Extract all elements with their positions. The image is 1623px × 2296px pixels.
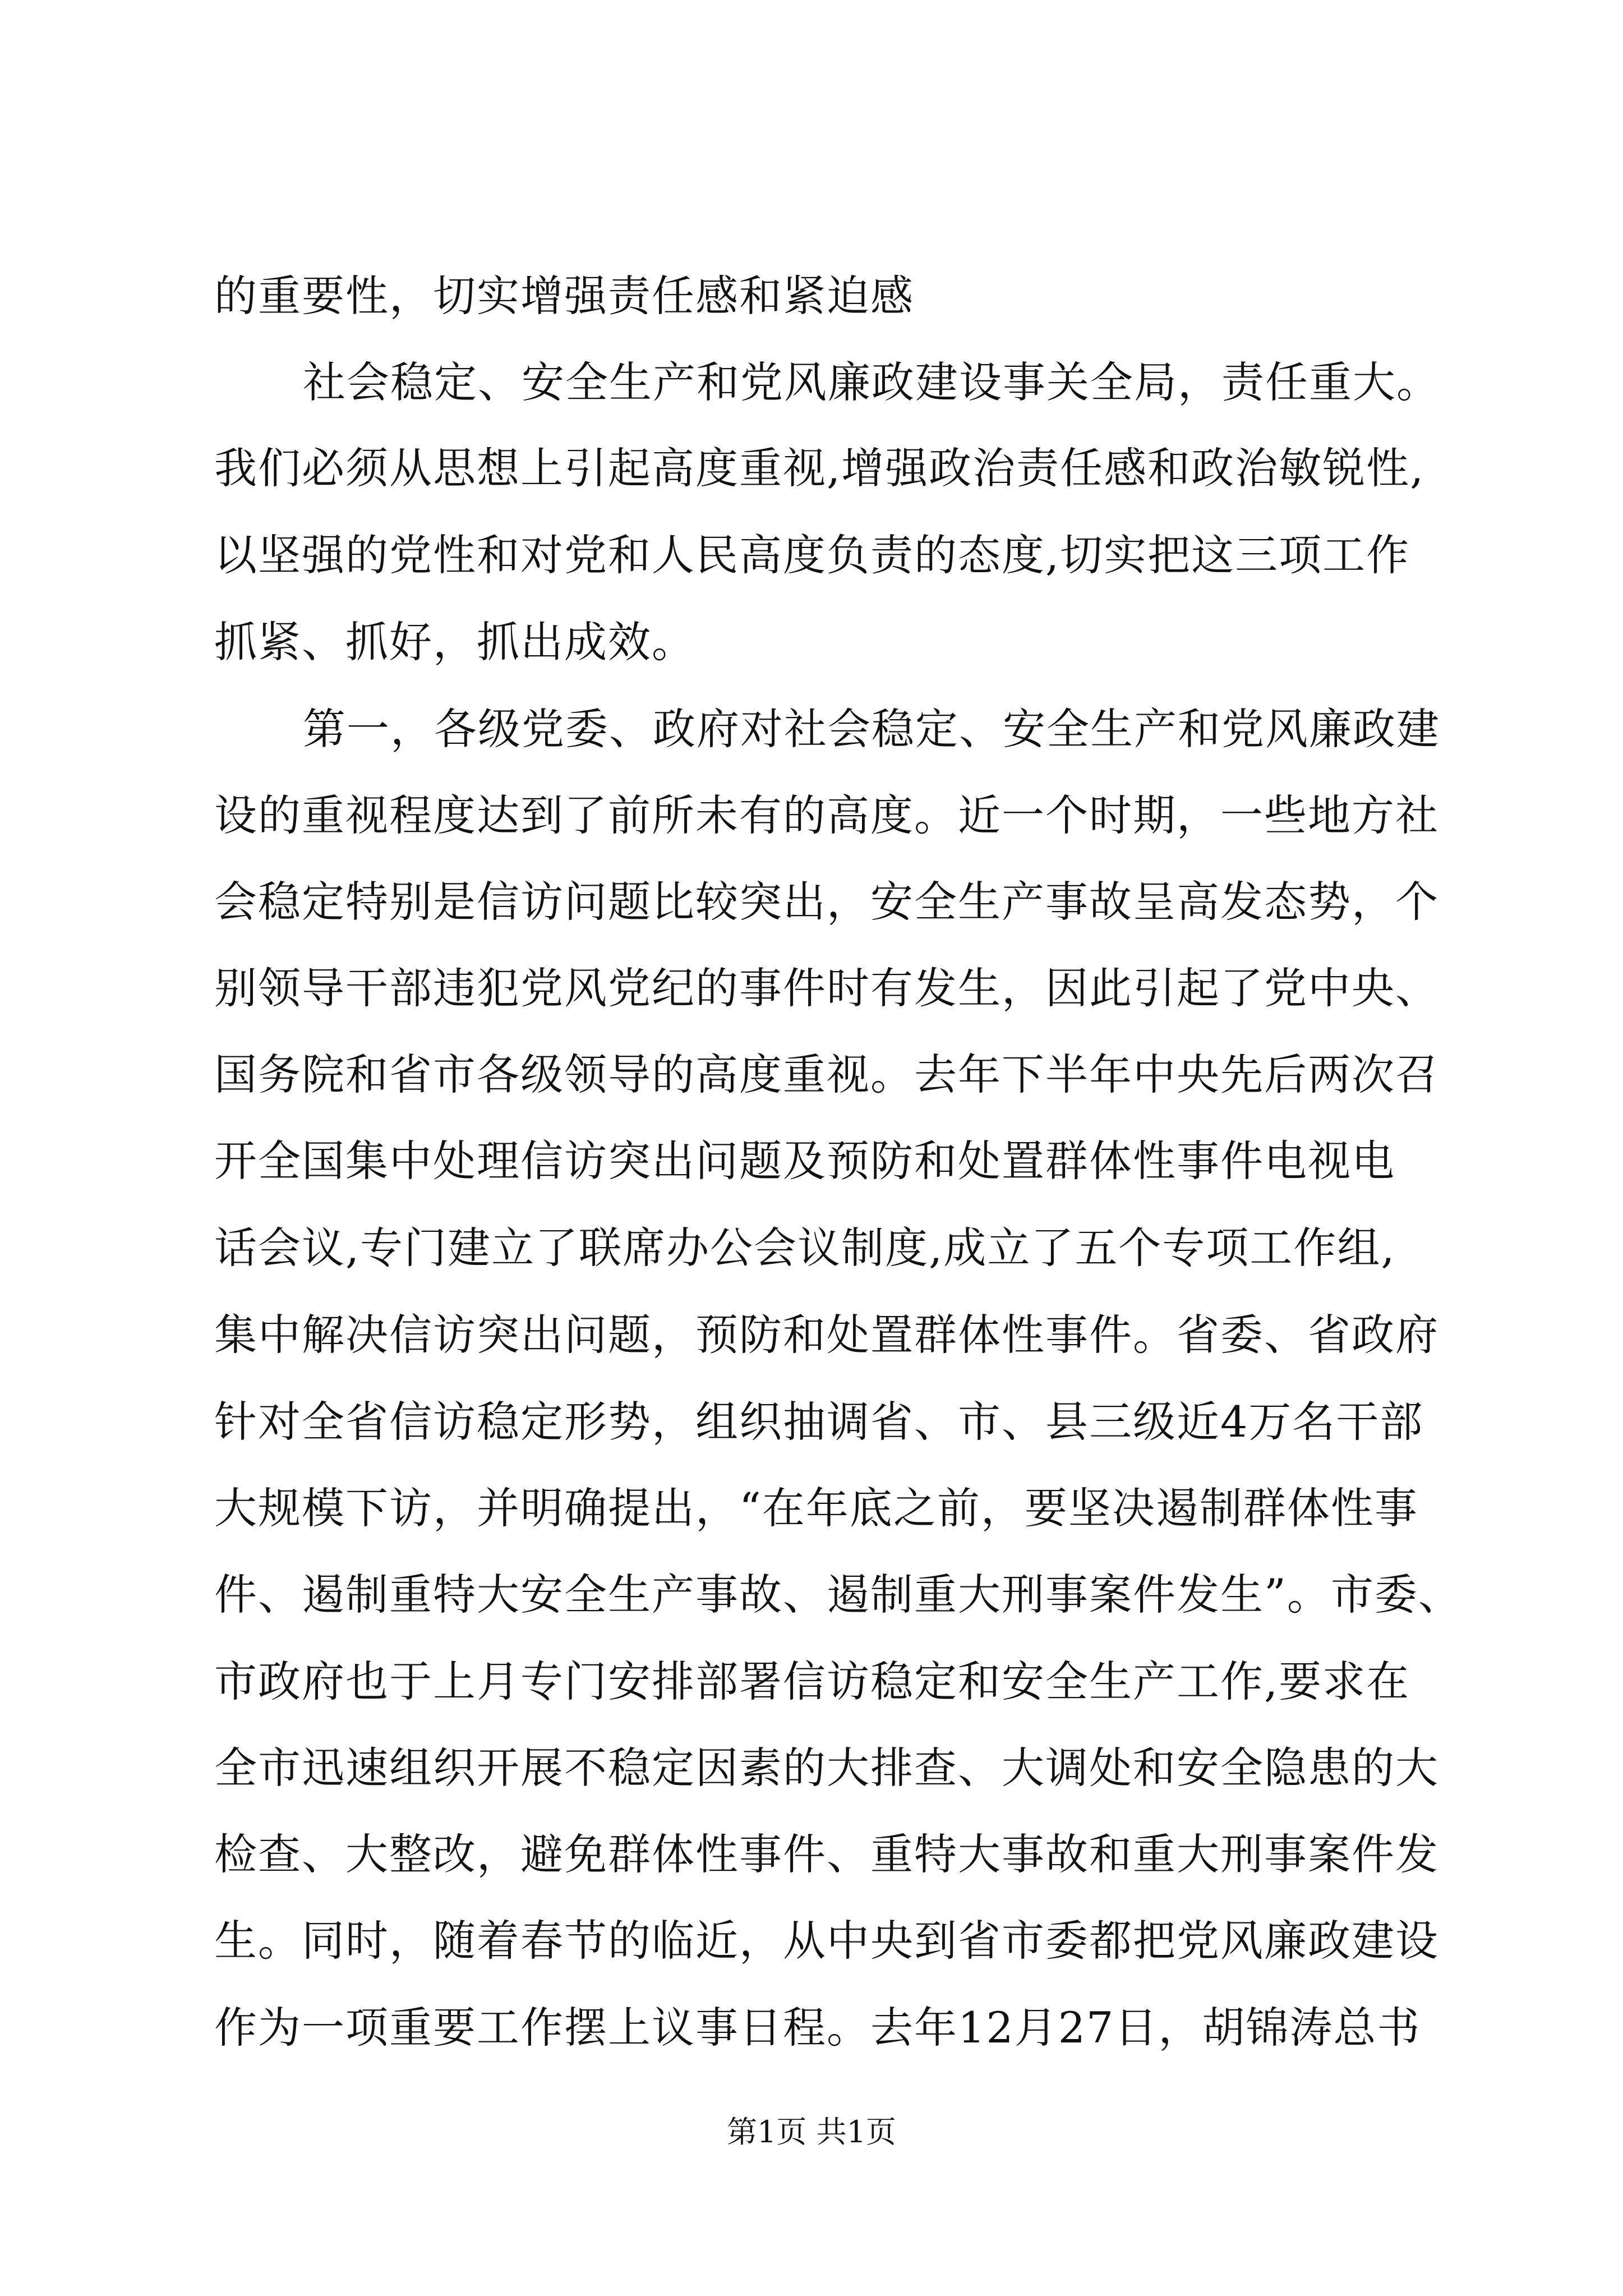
text-line: 的重要性，切实增强责任感和紧迫感 [214, 271, 914, 321]
text-line: 件、遏制重特大安全生产事故、遏制重大刑事案件发生”。市委、 [214, 1570, 1462, 1619]
text-line: 我们必须从思想上引起高度重视,增强政治责任感和政治敏锐性, [214, 443, 1425, 493]
paragraph-start-line: 社会稳定、安全生产和党风廉政建设事关全局，责任重大。 [303, 357, 1440, 407]
text-line: 作为一项重要工作摆上议事日程。去年12月27日，胡锦涛总书 [214, 2003, 1421, 2053]
text-line: 针对全省信访稳定形势，组织抽调省、市、县三级近4万名干部 [214, 1397, 1424, 1447]
text-line: 开全国集中处理信访突出问题及预防和处置群体性事件电视电 [214, 1136, 1395, 1186]
text-line: 检查、大整改，避免群体性事件、重特大事故和重大刑事案件发 [214, 1829, 1439, 1879]
text-line: 话会议,专门建立了联席办公会议制度,成立了五个专项工作组, [214, 1223, 1396, 1273]
text-line: 以坚强的党性和对党和人民高度负责的态度,切实把这三项工作 [214, 530, 1410, 580]
paragraph-start-line: 第一，各级党委、政府对社会稳定、安全生产和党风廉政建 [303, 704, 1440, 754]
text-line: 全市迅速组织开展不稳定因素的大排查、大调处和安全隐患的大 [214, 1743, 1439, 1793]
text-line: 会稳定特别是信访问题比较突出，安全生产事故呈高发态势，个 [214, 877, 1439, 927]
page-footer: 第1页 共1页 [727, 2114, 896, 2150]
text-line: 国务院和省市各级领导的高度重视。去年下半年中央先后两次召 [214, 1050, 1439, 1099]
text-line: 别领导干部违犯党风党纪的事件时有发生，因此引起了党中央、 [214, 963, 1439, 1013]
text-line: 设的重视程度达到了前所未有的高度。近一个时期，一些地方社 [214, 790, 1439, 840]
text-line: 抓紧、抓好，抓出成效。 [214, 617, 695, 667]
text-line: 市政府也于上月专门安排部署信访稳定和安全生产工作,要求在 [214, 1657, 1410, 1706]
text-line: 大规模下访，并明确提出，“在年底之前，要坚决遏制群体性事 [214, 1483, 1418, 1533]
text-line: 生。同时，随着春节的临近，从中央到省市委都把党风廉政建设 [214, 1916, 1439, 1966]
text-line: 集中解决信访突出问题，预防和处置群体性事件。省委、省政府 [214, 1310, 1439, 1360]
